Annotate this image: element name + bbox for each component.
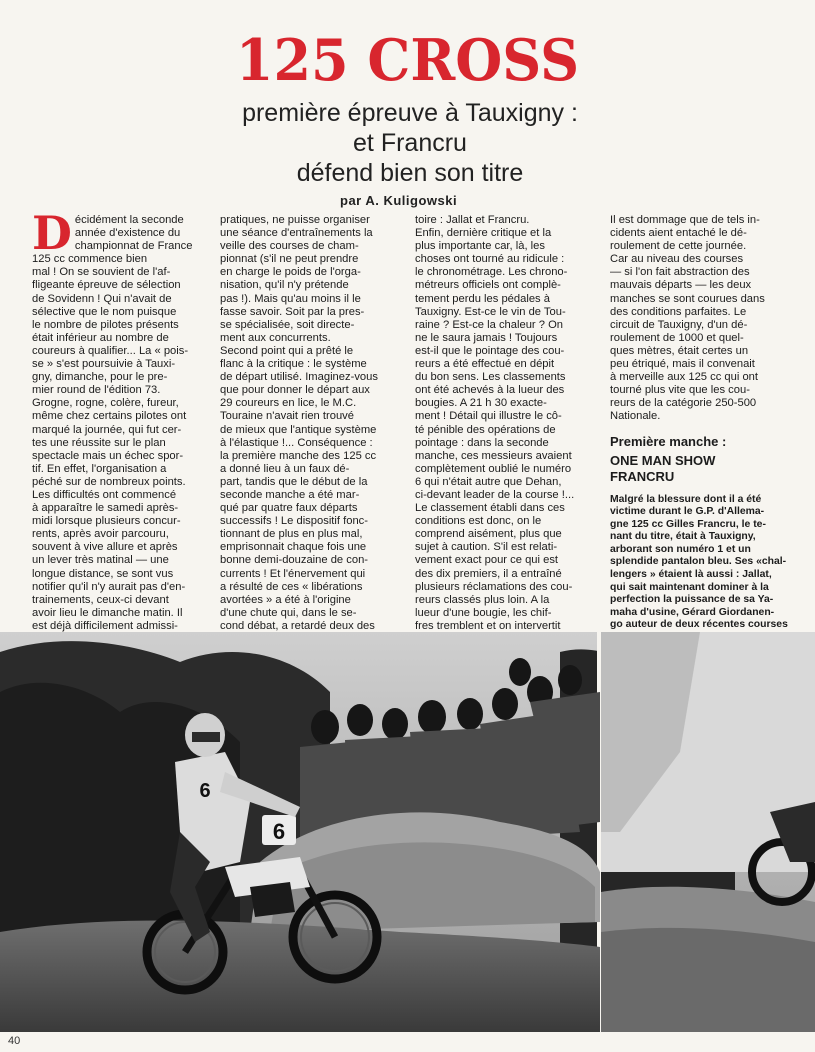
- column-text: écidément la seconde année d'existence du championnat de France 125 cc commence bien mal ! On se souvient de l'af- fligeante épreuve de sélection de Sovidenn ! Qui n'avait de sélective que le nom puisque le nombre de pilotes présents était inférieur au nombre de coureurs à qualifier... La « pois- se » s'est poursuivie à Tauxi- gny, dimanche, pour le pre- mier round de l'édition 73. Grogne, rogne, colère, fureur, même chez certains pilotes ont marqué la journée, qui fut cer- tes une réussite sur le plan spectacle mais un échec spor- tif. En effet, l'organisation a péché sur de nombreux points. Les difficultés ont commencé à apparaître le samedi après- midi lorsque plusieurs concur- rents, après avoir parcouru, souvent à vive allure et après un lever très matinal — une longue distance, se sont vus notifier qu'il n'y aurait pas d'en- trainements, ceux-ci devant avoir lieu le dimanche matin. Il est déjà difficilement admissi-: [32, 214, 193, 632]
- column-text: Il est dommage que de tels in- cidents aient entaché le dé- roulement de cette journée. Car au niveau des courses — si l'on fait abstraction des mauvais départs — les deux manches se sont courues dans des conditions parfaites. Le circuit de Tauxigny, d'un dé- roulement de 1000 et quel- ques mètres, était certes un peu étriqué, mais il convenait à merveille aux 125 cc qui ont tourné plus vite que les cou- reurs de la catégorie 250-500 Nationale.: [610, 214, 765, 423]
- section-heading: Première manche :: [610, 433, 727, 449]
- rider-jersey-number: 6: [199, 780, 211, 802]
- subtitle-line: première épreuve à Tauxigny :: [242, 99, 578, 127]
- column-text: pratiques, ne puisse organiser une séance d'entraînements la veille des courses de cham- pionnat (s'il ne peut prendre en charge le poids de l'orga- nisation, qu'il n'y prétende pas !). Mais qu'au moins il le fasse savoir. Soit par la pres- se spécialisée, soit directe- ment aux concurrents. Second point qui a prêté le flanc à la critique : le système de départ utilisé. Imaginez-vous que pour donner le départ aux 29 coureurs en lice, le M.C. Touraine n'avait rien trouvé de mieux que l'antique système à l'élastique !... Conséquence : la première manche des 125 cc a donné lieu à un faux dé- part, tandis que le début de la seconde manche a été mar- qué par quatre faux départs successifs ! Le dispositif fonc- tionnant de plus en plus mal, emprisonnait chaque fois une bonne demi-douzaine de con- currents ! Et l'énervement qui a résulté de ces « libérations avortées » a été à l'origine d'une chute qui, dans le se- cond débat, a retardé deux des: [220, 214, 378, 632]
- drop-cap: D: [32, 206, 72, 260]
- article-title: 125 CROSS: [235, 26, 580, 94]
- subtitle-line: et Francru: [353, 129, 467, 157]
- article-column-2: [220, 214, 403, 646]
- subtitle-line: défend bien son titre: [296, 159, 524, 187]
- article-column-1: [32, 206, 215, 646]
- rider-number-plate: 6: [272, 819, 286, 844]
- author-byline: par A. Kuligowski: [340, 193, 458, 208]
- section-intro-text: Malgré la blessure dont il a été victime durant le G.P. d'Allema- gne 125 cc Gilles Francru, le te- nant du titre, était à Tauxigny, arborant son numéro 1 et un splendide pantalon bleu. Ses «chal- lengers » étaient là aussi : Jallat, qui sait maintenant dominer à la perfection la puissance de sa Ya- maha d'usine, Gérard Giordanen- go auteur de deux récentes courses: [610, 493, 788, 631]
- race-photo-image: [0, 632, 815, 1032]
- page-number: 40: [8, 1035, 21, 1047]
- article-subtitle: [190, 98, 630, 188]
- column-text: toire : Jallat et Francru. Enfin, dernière critique et la plus importante car, là, les choses ont tourné au ridicule : le chronométrage. Les chrono- métreurs officiels ont complè- tement perdu les pédales à Tauxigny. Est-ce le vin de Tou- raine ? Est-ce la chaleur ? On ne le saura jamais ! Toujours est-il que le pointage des cou- reurs a été effectué en dépit du bon sens. Les classements ont été achevés à la lueur des bougies. A 21 h 30 exacte- ment ! Détail qui illustre le cô- té pénible des opérations de pointage : dans la seconde manche, ces messieurs avaient complètement oublié le numéro 6 qui n'était autre que Dehan, ci-devant leader de la course !... Le classement établi dans ces conditions est donc, on le comprend aisément, plus que sujet à caution. S'il est relati- vement exact pour ce qui est des dix premiers, il a entraîné plusieurs réclamations des cou- reurs classés plus loin. A la lueur d'une bougie, les chif- fres tremblent et on intervertit: [415, 214, 575, 632]
- article-column-4: [610, 214, 788, 645]
- section-subheading: ONE MAN SHOW FRANCRU: [610, 452, 716, 484]
- article-column-3: [415, 214, 598, 646]
- race-photo: [0, 632, 815, 1032]
